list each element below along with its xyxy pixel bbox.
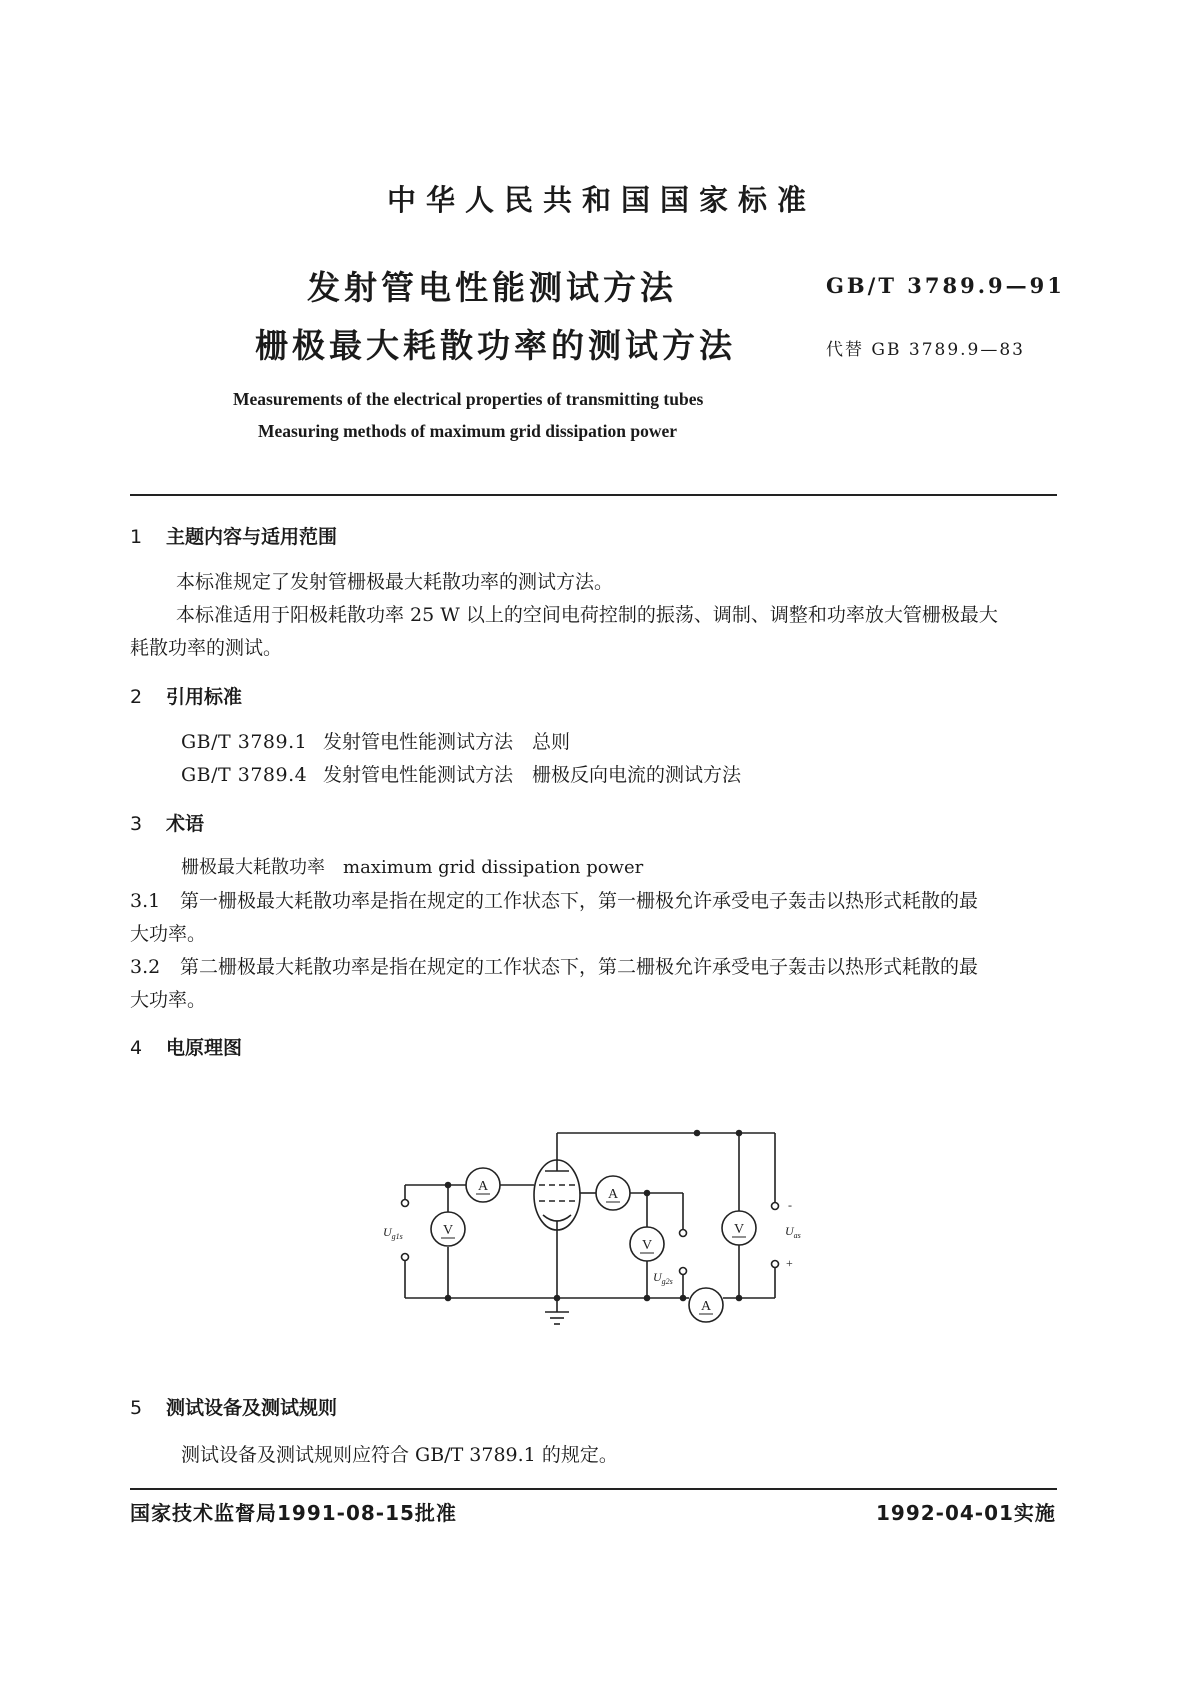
section-3-heading — [130, 809, 204, 836]
reference-2 — [181, 760, 741, 787]
section-number: 3 — [130, 813, 143, 835]
section-2-heading — [130, 682, 242, 709]
clause-3-1 — [130, 886, 978, 913]
section-1-heading — [130, 522, 337, 549]
junction-dot — [695, 1131, 700, 1136]
clause-3-2-cont: 大功率。 — [130, 989, 207, 1011]
standard-number: GB/T 3789.9—91 — [826, 273, 1065, 298]
section-number: 2 — [130, 686, 143, 708]
ug1s-label: $U_{g1s}$ — [383, 1225, 403, 1241]
clause-text: 第二栅极最大耗散功率是指在规定的工作状态下，第二栅极允许承受电子轰击以热形式耗散的最 — [180, 956, 979, 978]
section-number: 1 — [130, 526, 143, 548]
clause-number: 3.1 — [130, 890, 161, 912]
junction-dot — [446, 1296, 451, 1301]
voltmeter-grid2-label: V — [641, 1238, 653, 1253]
section-1-para-2b: 耗散功率的测试。 — [130, 637, 283, 659]
section-5-heading — [130, 1393, 337, 1420]
section-title: 主题内容与适用范围 — [166, 526, 338, 548]
terminal — [402, 1254, 409, 1261]
voltmeter-anode-label: V — [733, 1222, 745, 1237]
reference-code: GB/T 3789.4 — [181, 764, 308, 786]
reference-title: 发射管电性能测试方法 总则 — [323, 731, 571, 753]
clause-number: 3.2 — [130, 956, 161, 978]
voltmeter-left-label: V — [442, 1223, 454, 1238]
clause-3-1-cont: 大功率。 — [130, 923, 207, 945]
terminal — [680, 1268, 687, 1275]
section-1-para-1: 本标准规定了发射管栅极最大耗散功率的测试方法。 — [176, 571, 614, 593]
terminal — [772, 1203, 779, 1210]
top-divider — [130, 494, 1057, 496]
national-standard-title: 中华人民共和国国家标准 — [386, 183, 816, 217]
clause-3-2 — [130, 952, 978, 979]
uas-label: $U_{as}$ — [785, 1224, 801, 1240]
clause-text: 第一栅极最大耗散功率是指在规定的工作状态下，第一栅极允许承受电子轰击以热形式耗散的最 — [180, 890, 979, 912]
circuit-diagram — [383, 1115, 803, 1355]
ug2s-label: $U_{g2s}$ — [653, 1270, 673, 1286]
title-cn-line2: 栅极最大耗散功率的测试方法 — [255, 326, 736, 365]
terminal — [402, 1200, 409, 1207]
junction-dot — [645, 1296, 650, 1301]
title-en-line1: Measurements of the electrical properties of transmitting tubes — [233, 389, 704, 409]
title-en-line2: Measuring methods of maximum grid dissipation power — [258, 421, 678, 441]
plus-sign: + — [786, 1256, 793, 1270]
effective-date: 1992-04-01实施 — [876, 1501, 1056, 1525]
minus-sign: - — [788, 1198, 792, 1212]
term-definition: 栅极最大耗散功率 maximum grid dissipation power — [181, 857, 644, 878]
section-1-para-2a: 本标准适用于阳极耗散功率 25 W 以上的空间电荷控制的振荡、调制、调整和功率放大管栅极最大 — [176, 604, 998, 626]
section-4-heading — [130, 1033, 242, 1060]
reference-1 — [181, 727, 570, 754]
ammeter-anode-label: A — [700, 1299, 712, 1314]
section-title: 引用标准 — [166, 686, 243, 708]
section-5-para-1: 测试设备及测试规则应符合 GB/T 3789.1 的规定。 — [181, 1444, 618, 1466]
junction-dot — [446, 1183, 451, 1188]
ammeter-grid2-label: A — [607, 1187, 619, 1202]
title-cn-line1: 发射管电性能测试方法 — [307, 268, 677, 307]
reference-code: GB/T 3789.1 — [181, 731, 308, 753]
ammeter-left-label: A — [477, 1179, 489, 1194]
replaces-standard: 代替 GB 3789.9—83 — [826, 340, 1025, 360]
section-title: 术语 — [166, 813, 205, 835]
terminal — [772, 1261, 779, 1268]
bottom-divider — [130, 1488, 1057, 1490]
section-title: 电原理图 — [166, 1037, 243, 1059]
section-number: 4 — [130, 1037, 143, 1059]
section-number: 5 — [130, 1397, 143, 1419]
terminal — [680, 1230, 687, 1237]
tube-cathode — [543, 1215, 571, 1221]
section-title: 测试设备及测试规则 — [166, 1397, 338, 1419]
reference-title: 发射管电性能测试方法 栅极反向电流的测试方法 — [323, 764, 742, 786]
approval-date: 国家技术监督局1991-08-15批准 — [130, 1501, 457, 1525]
